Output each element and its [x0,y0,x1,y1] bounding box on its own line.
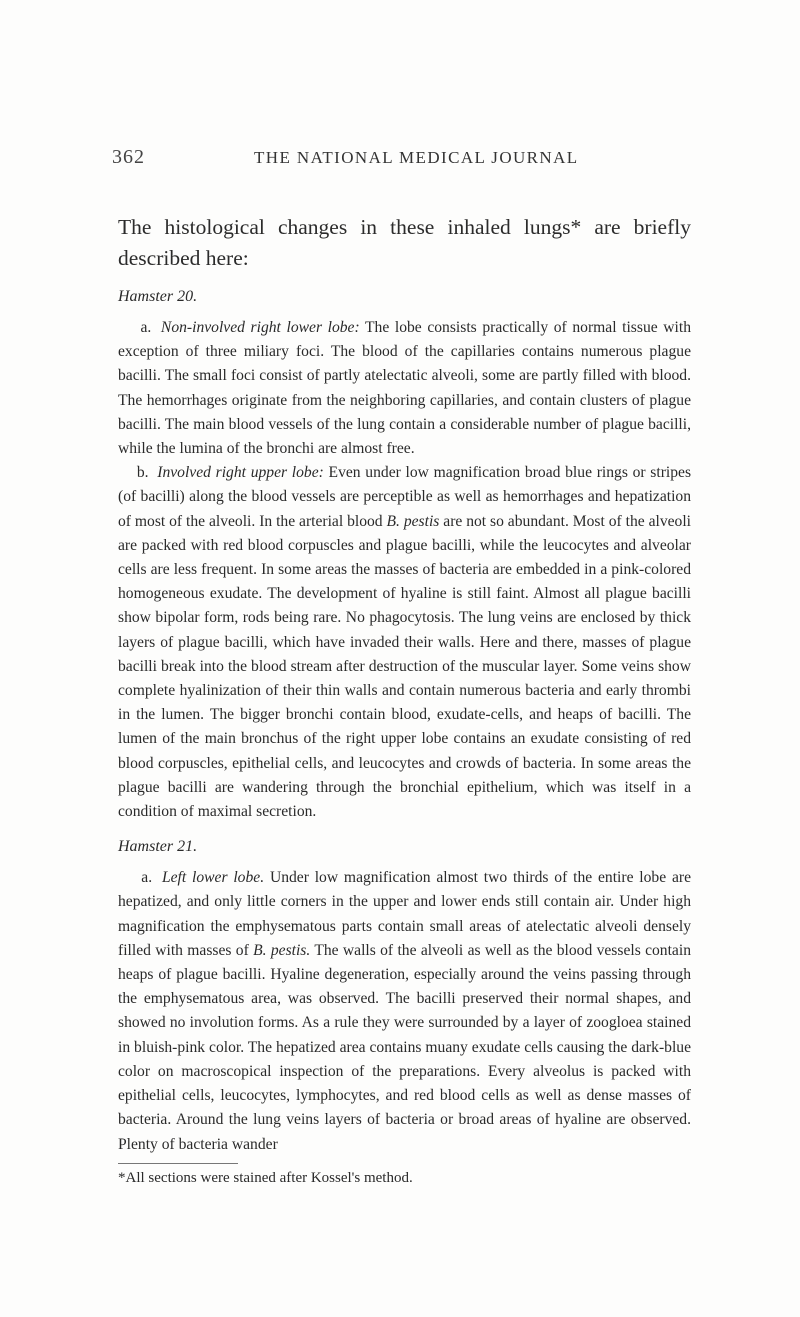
section-hamster-21 [118,836,691,1156]
running-head: THE NATIONAL MEDICAL JOURNAL [254,148,579,167]
page-number: 362 [112,146,145,168]
paragraph-20b [118,461,691,824]
paragraph-text: The lobe consists practically of normal tissue with exception of three miliary foci. The blood of the capillaries contains numerous plague bacilli. The small foci consist of partly atelectatic alveoli, some are partly filled with blood. The hemorrhages originate from the neighboring capillaries, and contain clusters of plague bacilli. The main blood vessels of the lung contain a considerable number of plague bacilli, while the lumina of the bronchi are almost free. [118,319,692,458]
lobe-heading: Involved right upper lobe: [157,464,324,482]
item-marker: a. [141,869,153,887]
intro-paragraph: The histological changes in these inhaled lungs* are briefly described here: [118,215,691,270]
article-body [118,212,691,1188]
item-marker: a. [140,319,152,336]
paragraph-text: Even under low magnification broad blue rings or stripes (of bacilli) along the blood vessels are perceptible as well as hemorrhages and hepatization of most of the alveoli. In the arterial blood [118,464,692,530]
paragraph-text-continued: are not so abundant. Most of the alveoli are packed with red blood corpuscles and plague bacilli, while the leucocytes and alveolar cells are less frequent. In some areas the masses of bacteria are embedded in a pink-colored homogeneous exudate. The development of hyaline is still faint. Almost all plague bacilli show bipolar form, rods being rare. No phagocytosis. The lung veins are enclosed by thick layers of plague bacilli, which have invaded their walls. Here and there, masses of plague bacilli break into the blood stream after destruction of the muscular layer. Some veins show complete hyalinization of their thin walls and contain numerous bacteria and early thrombi in the lumen. The bigger bronchi contain blood, exudate-cells, and heaps of bacilli. The lumen of the main bronchus of the right upper lobe contains an exudate consisting of red blood corpuscles, epithelial cells, and leucocytes and crowds of bacteria. In some areas the plague bacilli are wandering through the bronchial epithelium, which was itself in a condition of maximal secretion. [118,512,692,821]
specimen-heading: Hamster 21. [118,838,198,856]
footnote-divider [118,1163,238,1164]
footnote: *All sections were stained after Kossel's method. [118,1169,413,1186]
paragraph-21a [118,866,691,1156]
paragraph-text: Under low magnification almost two thirds of the entire lobe are hepatized, and only little corners in the upper and lower ends still contain air. Under high magnification the emphysematous parts contain small areas of atelectatic alveoli densely filled with masses of [118,869,692,959]
lobe-heading: Left lower lobe. [161,869,265,887]
item-marker: b. [136,464,149,482]
section-hamster-20 [118,286,691,824]
page-header [112,146,712,172]
lobe-heading: Non-involved right lower lobe: [160,319,360,336]
species-name: B. pestis. [253,941,311,959]
species-name: B. pestis [386,512,440,530]
paragraph-20a [118,316,691,461]
specimen-heading: Hamster 20. [118,288,198,305]
paragraph-text-continued: The walls of the alveoli as well as the blood vessels contain heaps of plague bacilli. Hyaline degeneration, especially around the veins passing through the emphysematous area, was observed. The bacilli preserved their normal shapes, and showed no involution forms. As a rule they were surrounded by a layer of zoogloea stained in bluish-pink color. The hepatized area contains muany exudate cells causing the dark-blue color on macroscopical inspection of the preparations. Every alveolus is packed with epithelial cells, leucocytes, lymphocytes, and red blood cells as well as dense masses of bacteria. Around the lung veins layers of bacteria or broad areas of hyaline are observed. Plenty of bacteria wander [118,941,691,1153]
